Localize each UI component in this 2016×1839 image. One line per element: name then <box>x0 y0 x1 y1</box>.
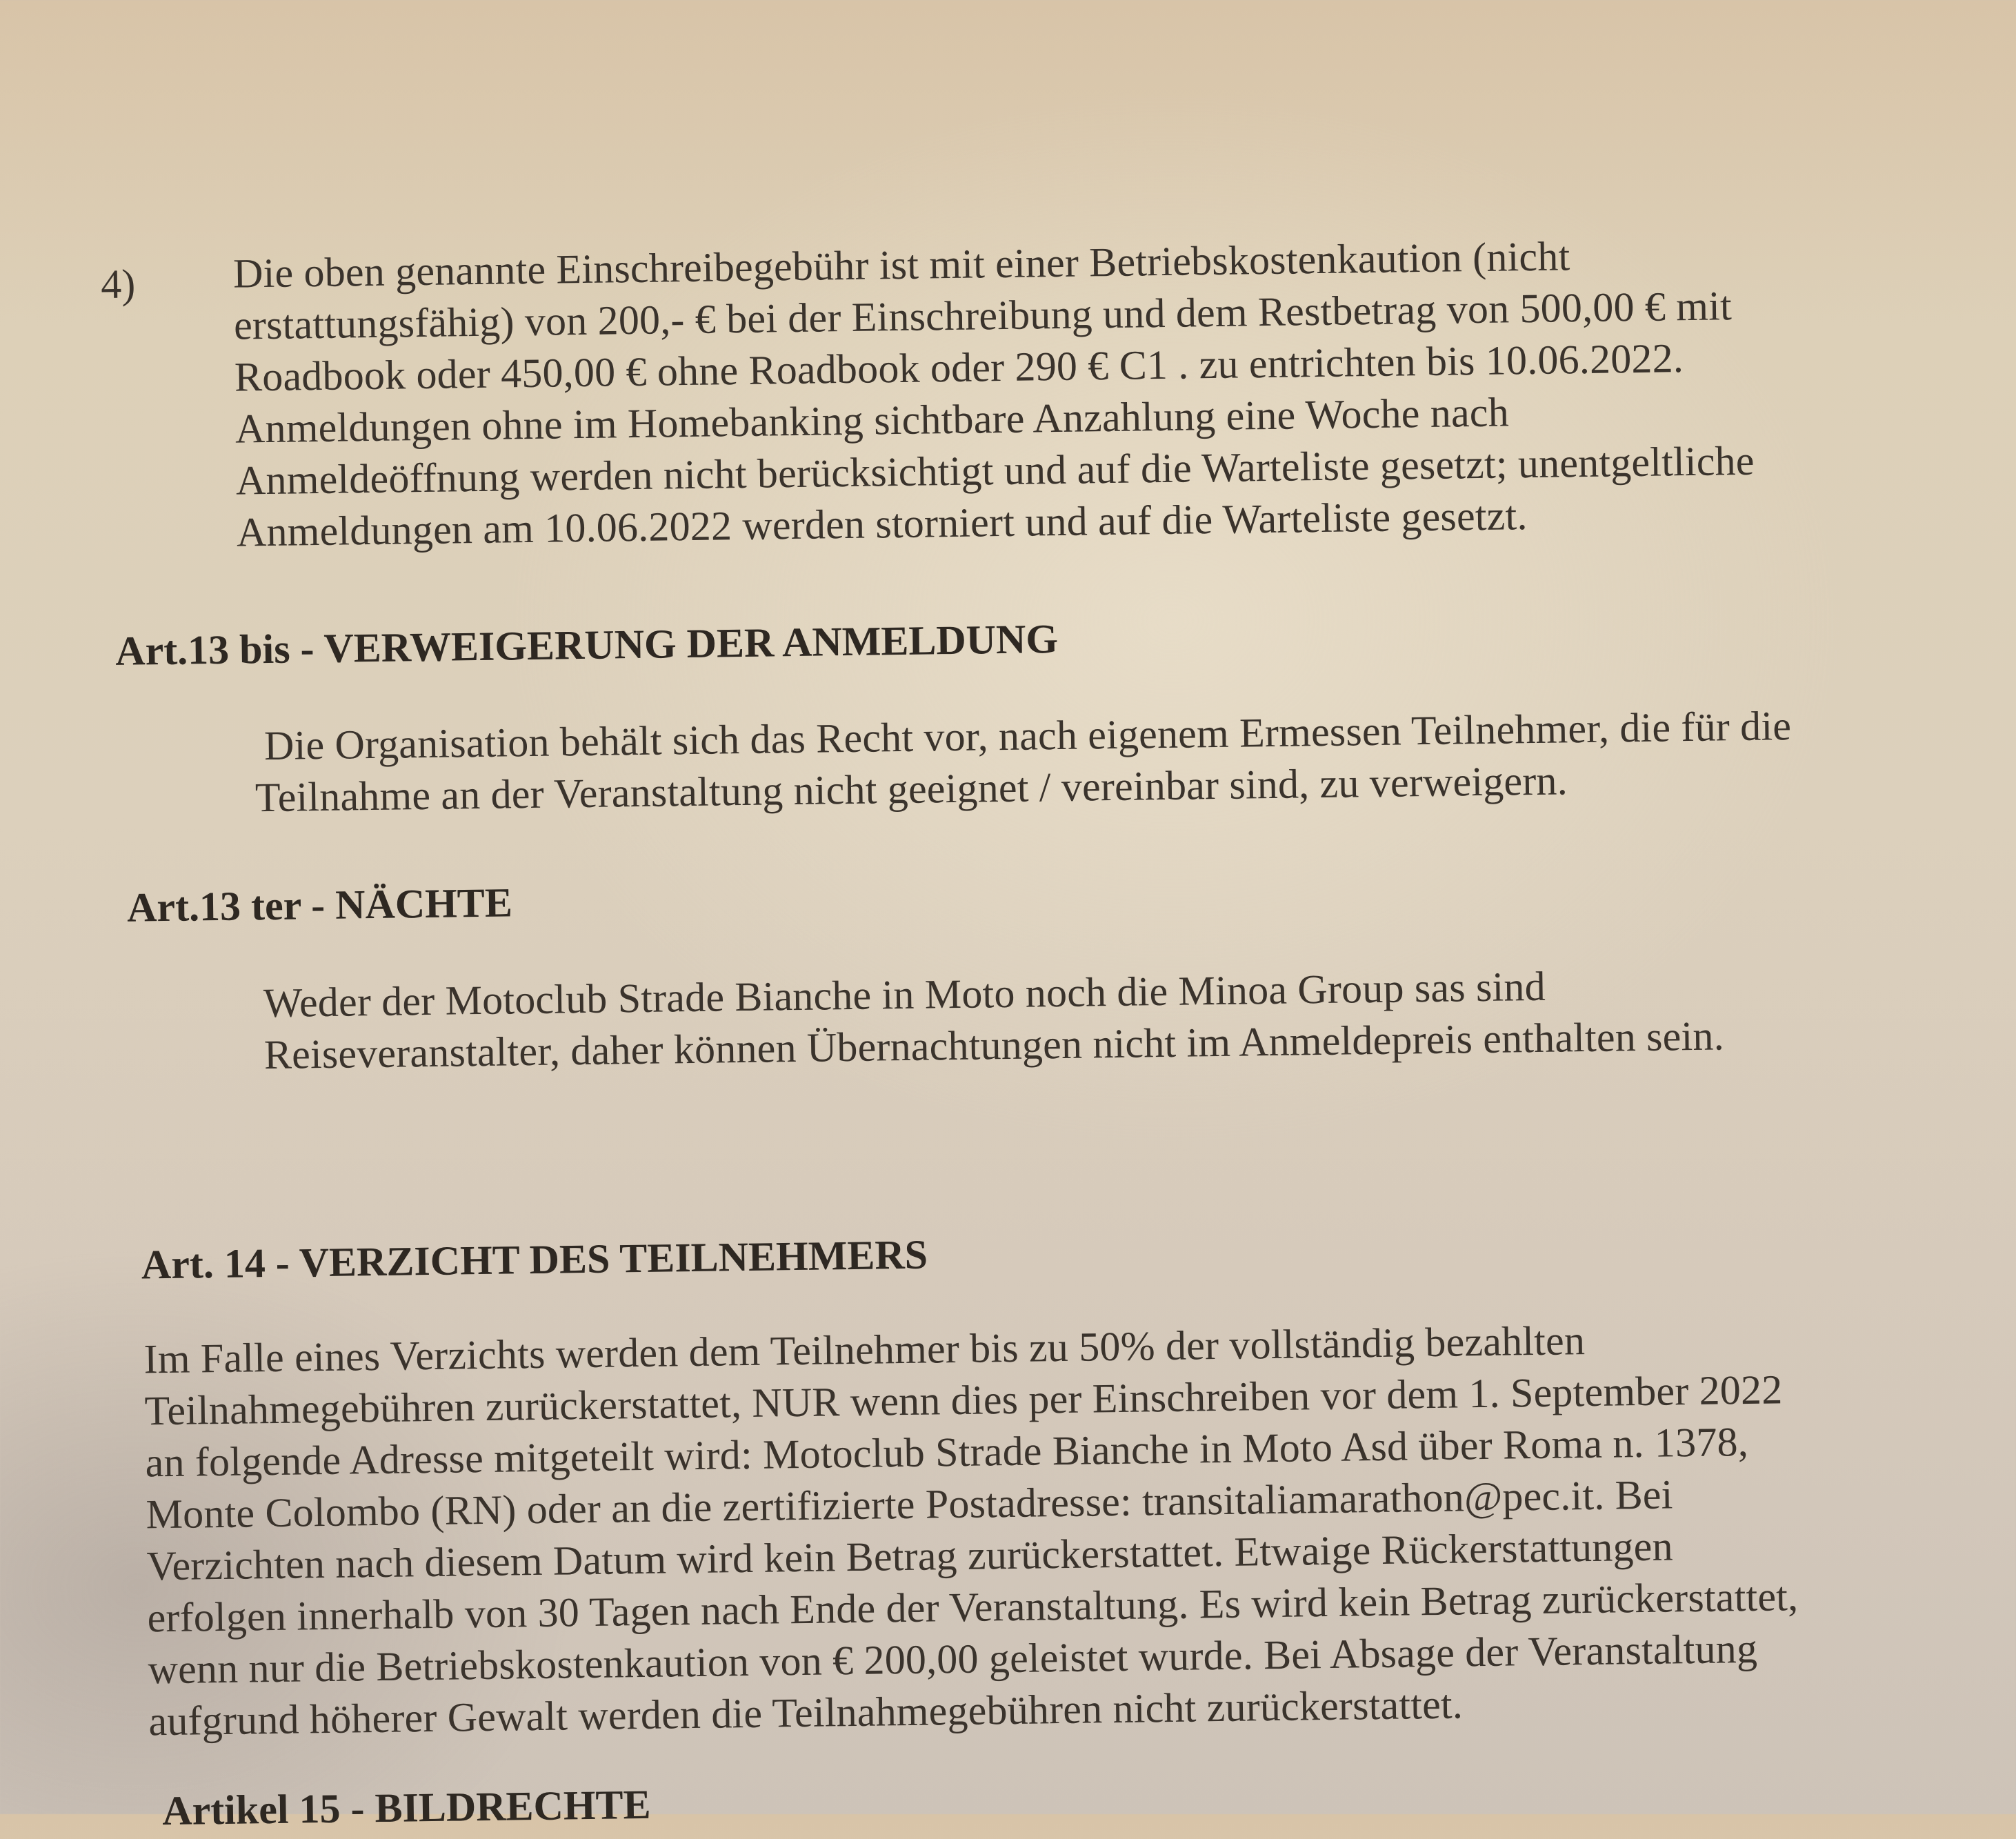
paragraph-line: Anmeldungen am 10.06.2022 werden storniert und auf die Warteliste gesetzt. <box>236 493 1528 555</box>
art14-paragraph <box>143 1312 1800 1747</box>
art13bis-paragraph <box>255 700 1793 824</box>
paragraph-line: erstattungsfähig) von 200,- € bei der Einschreibung und dem Restbetrag von 500,00 € mit <box>233 283 1733 348</box>
paragraph-line: Teilnahmegebühren zurückerstattet, NUR wenn dies per Einschreiben vor dem 1. September 2022 <box>144 1366 1783 1434</box>
paragraph-line: Anmeldeöffnung werden nicht berücksichtigt und auf die Warteliste gesetzt; unentgeltliche <box>235 437 1755 504</box>
paragraph-line: wenn nur die Betriebskostenkaution von € 200,00 geleistet wurde. Bei Absage der Veranstaltung <box>148 1625 1758 1693</box>
paragraph-line: Die oben genannte Einschreibegebühr ist mit einer Betriebskostenkaution (nicht <box>232 233 1570 297</box>
paragraph-line: erfolgen innerhalb von 30 Tagen nach Ende der Veranstaltung. Es wird kein Betrag zurückerstattet, <box>147 1573 1799 1641</box>
paragraph-line: Reiseveranstalter, daher können Übernachtungen nicht im Anmeldepreis enthalten sein. <box>263 1013 1725 1078</box>
paragraph-line: Monte Colombo (RN) oder an die zertifizierte Postadresse: transitaliamarathon@pec.it. Bei <box>146 1471 1673 1538</box>
art13ter-paragraph <box>263 958 1724 1081</box>
section-heading-art14: Art. 14 - VERZICHT DES TEILNEHMERS <box>141 1231 928 1288</box>
paragraph-line: Roadbook oder 450,00 € ohne Roadbook oder 290 € C1 . zu entrichten bis 10.06.2022. <box>234 335 1684 400</box>
item-4-paragraph <box>233 228 1755 559</box>
paragraph-line: Die Organisation behält sich das Recht vor, nach eigenem Ermessen Teilnehmer, die für die <box>263 703 1792 769</box>
paragraph-line: Anmeldungen ohne im Homebanking sichtbare Anzahlung eine Woche nach <box>234 389 1510 452</box>
section-heading-art13bis: Art.13 bis - VERWEIGERUNG DER ANMELDUNG <box>114 616 1059 674</box>
paragraph-line: Im Falle eines Verzichts werden dem Teilnehmer bis zu 50% der vollständig bezahlten <box>143 1318 1586 1382</box>
paragraph-line: Verzichten nach diesem Datum wird kein Betrag zurückerstattet. Etwaige Rückerstattungen <box>146 1523 1674 1589</box>
paragraph-line: Weder der Motoclub Strade Bianche in Moto noch die Minoa Group sas sind <box>263 963 1546 1026</box>
paragraph-line: an folgende Adresse mitgeteilt wird: Motoclub Strade Bianche in Moto Asd über Roma n. 1378, <box>145 1419 1749 1486</box>
paragraph-line: Teilnahme an der Veranstaltung nicht geeignet / vereinbar sind, zu verweigern. <box>255 757 1568 821</box>
section-heading-art13ter: Art.13 ter - NÄCHTE <box>126 879 513 931</box>
item-number: 4) <box>100 261 136 308</box>
section-heading-art15: Artikel 15 - BILDRECHTE <box>161 1781 651 1834</box>
paragraph-line: aufgrund höherer Gewalt werden die Teilnahmegebühren nicht zurückerstattet. <box>148 1681 1464 1744</box>
